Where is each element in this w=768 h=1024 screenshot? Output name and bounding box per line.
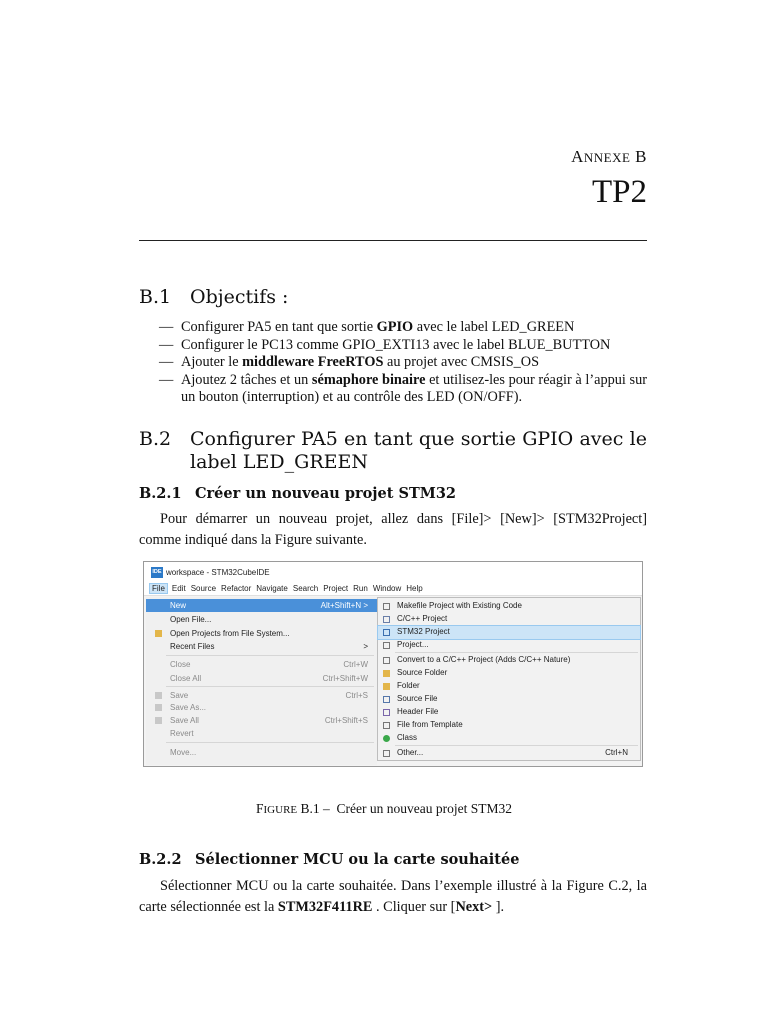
menu-item-save: Save Ctrl+S <box>146 689 377 702</box>
menu-item-close: Close Ctrl+W <box>170 660 368 669</box>
menu-source[interactable]: Source <box>190 584 217 593</box>
menu-item-new[interactable]: New Alt+Shift+N > <box>146 599 377 612</box>
class-icon <box>383 735 390 742</box>
menu-item-save-as: Save As... <box>146 701 377 714</box>
window-titlebar <box>144 562 642 582</box>
menu-separator <box>395 745 638 746</box>
submenu-item-source-folder[interactable]: Source Folder <box>378 667 640 680</box>
submenu-item-source-file[interactable]: Source File <box>378 693 640 706</box>
section-b2-heading <box>139 428 647 474</box>
menu-item-open-file[interactable]: Open File... <box>170 615 212 624</box>
source-folder-icon <box>383 670 390 677</box>
stm32-project-icon <box>383 629 390 636</box>
header-file-icon <box>383 709 390 716</box>
menu-search[interactable]: Search <box>292 584 319 593</box>
folder-icon <box>383 683 390 690</box>
paragraph-b21: Pour démarrer un nouveau projet, allez dans [File]> [New]> [STM32Project] comme indiqué dans la Figure suivante. <box>139 511 647 548</box>
section-b2-num: B.2 <box>139 428 172 450</box>
convert-icon <box>383 657 390 664</box>
submenu-item-makefile-project[interactable]: Makefile Project with Existing Code <box>378 600 640 613</box>
objectives-list <box>159 319 647 407</box>
submenu-item-other[interactable]: Other... Ctrl+N <box>378 747 640 760</box>
figure-caption: FIGURE B.1 – Créer un nouveau projet STM32 <box>256 801 512 816</box>
new-submenu <box>377 597 641 761</box>
submenu-item-header-file[interactable]: Header File <box>378 706 640 719</box>
save-all-icon <box>155 717 162 724</box>
source-file-icon <box>383 696 390 703</box>
menu-run[interactable]: Run <box>353 584 368 593</box>
makefile-project-icon <box>383 603 390 610</box>
menu-project[interactable]: Project <box>323 584 349 593</box>
menu-help[interactable]: Help <box>406 584 423 593</box>
menu-item-close-all: Close All Ctrl+Shift+W <box>170 674 368 683</box>
menu-item-move: Move... <box>170 748 197 757</box>
section-b2-title: Configurer PA5 en tant que sortie GPIO avec le label LED_GREEN <box>190 428 647 473</box>
folder-icon <box>155 630 162 637</box>
menu-refactor[interactable]: Refactor <box>221 584 252 593</box>
ide-screenshot <box>143 561 643 767</box>
section-b1-heading: B.1 Objectifs : <box>139 286 289 308</box>
menu-navigate[interactable]: Navigate <box>256 584 288 593</box>
submenu-item-cpp-project[interactable]: C/C++ Project <box>378 613 640 626</box>
menu-window[interactable]: Window <box>372 584 402 593</box>
file-menu <box>146 597 377 765</box>
save-icon <box>155 692 162 699</box>
menu-item-recent-files[interactable]: Recent Files > <box>170 642 368 651</box>
submenu-item-class[interactable]: Class <box>378 732 640 745</box>
menu-item-open-projects[interactable]: Open Projects from File System... <box>146 627 377 640</box>
list-item: — Ajoutez 2 tâches et un sémaphore binaire et utilisez-les pour réagir à l’appui sur un bouton (interruption) et au contrôle des LED (ON/OFF). <box>159 371 647 405</box>
divider <box>139 240 647 241</box>
save-as-icon <box>155 704 162 711</box>
template-file-icon <box>383 722 390 729</box>
menu-item-save-all: Save All Ctrl+Shift+S <box>146 714 377 727</box>
ide-icon: IDE <box>151 567 163 578</box>
menu-edit[interactable]: Edit <box>171 584 186 593</box>
submenu-item-project[interactable]: Project... <box>378 639 640 652</box>
submenu-item-convert[interactable]: Convert to a C/C++ Project (Adds C/C++ Nature) <box>378 654 640 667</box>
submenu-item-file-from-template[interactable]: File from Template <box>378 719 640 732</box>
menu-separator <box>166 686 374 687</box>
subsection-b22-heading: B.2.2 Sélectionner MCU ou la carte souhaitée <box>139 851 520 868</box>
menubar <box>144 582 642 596</box>
subsection-b21-heading: B.2.1 Créer un nouveau projet STM32 <box>139 485 456 502</box>
submenu-item-stm32-project[interactable]: STM32 Project <box>378 626 640 639</box>
list-item: — Ajouter le middleware FreeRTOS au projet avec CMSIS_OS <box>159 354 540 370</box>
menu-item-revert: Revert <box>170 729 194 738</box>
project-icon <box>383 642 390 649</box>
other-wizard-icon <box>383 750 390 757</box>
list-item: — Configurer PA5 en tant que sortie GPIO avec le label LED_GREEN <box>159 319 575 335</box>
menu-separator <box>395 652 638 653</box>
annexe-label: ANNEXE B <box>571 147 647 166</box>
menu-separator <box>166 742 374 743</box>
submenu-item-folder[interactable]: Folder <box>378 680 640 693</box>
menu-file[interactable]: File <box>152 584 165 593</box>
chapter-title: TP2 <box>591 174 647 210</box>
window-title: workspace - STM32CubeIDE <box>166 567 270 577</box>
paragraph-b22: Sélectionner MCU ou la carte souhaitée. Dans l’exemple illustré à la Figure C.2, la carte sélectionnée est la STM32F411RE . Cliquer sur [Next> ]. <box>139 878 647 915</box>
cpp-project-icon <box>383 616 390 623</box>
list-item: — Configurer le PC13 comme GPIO_EXTI13 avec le label BLUE_BUTTON <box>159 336 611 353</box>
menu-separator <box>166 655 374 656</box>
